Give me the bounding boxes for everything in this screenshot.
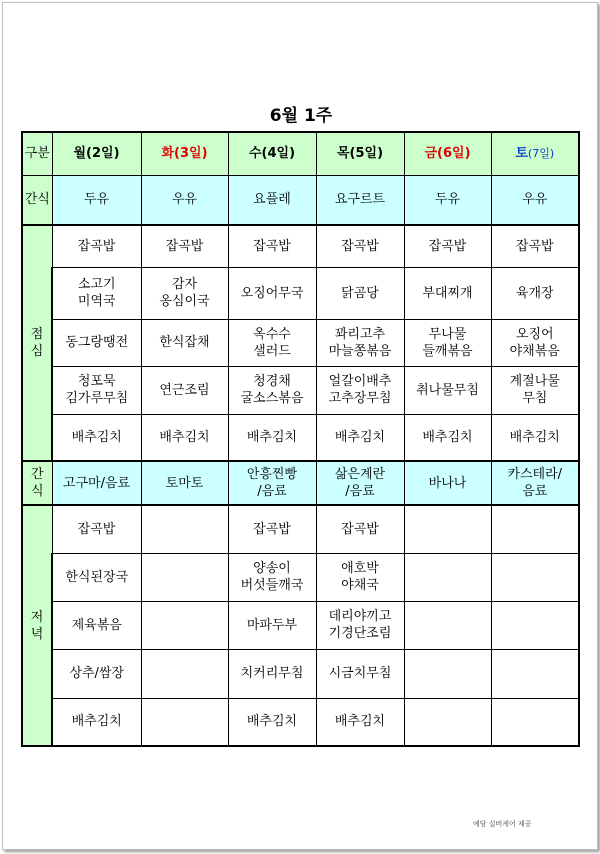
menu-item-text: 닭곰당 <box>341 285 379 301</box>
menu-item-text: 바나나 <box>428 475 467 491</box>
dinner-cell <box>228 505 316 553</box>
menu-item-text: 부대찌개 <box>422 285 473 301</box>
lunch-cell <box>228 267 316 319</box>
menu-item-text: 소고기 <box>77 277 116 292</box>
menu-item-text: 잡곡밥 <box>253 521 291 537</box>
lunch-cell <box>52 319 141 366</box>
dinner-cell <box>141 553 228 601</box>
lunch-cell <box>52 414 141 461</box>
day-date: (5일) <box>349 146 384 162</box>
dinner-cell <box>491 505 579 553</box>
lunch-cell <box>52 366 141 414</box>
dinner-cell <box>491 698 579 746</box>
afternoon-snack-item <box>228 461 316 505</box>
menu-item-text: 배추김치 <box>334 714 386 730</box>
menu-item-text: 애호박 <box>341 561 379 576</box>
menu-item-text: 동그랑땡전 <box>65 335 129 350</box>
morning-snack-item: 우유 <box>491 175 579 225</box>
dinner-cell <box>228 553 316 601</box>
menu-item-text: 기경단조림 <box>328 626 392 641</box>
dinner-cell <box>141 698 228 746</box>
afternoon-snack-item <box>316 461 404 505</box>
menu-item-text: 삶은계란 <box>334 467 386 482</box>
menu-item-text: 오징어 <box>515 326 554 342</box>
day-name: 목 <box>336 146 350 162</box>
lunch-label-char: 심 <box>30 344 44 359</box>
day-name: 수 <box>248 146 262 162</box>
footer-credit: 예담 실버케어 제공 <box>473 820 532 828</box>
lunch-cell <box>491 414 579 461</box>
afternoon-snack-item <box>141 461 228 505</box>
menu-item-text: 배추김치 <box>334 429 386 445</box>
menu-item-text: 잡곡밥 <box>77 521 116 537</box>
dinner-cell <box>52 505 141 553</box>
day-date: (2일) <box>86 146 120 162</box>
day-header-0 <box>52 132 141 175</box>
morning-snack-item: 두유 <box>52 175 141 225</box>
day-header-2 <box>228 132 316 175</box>
header-label: 구분 <box>22 132 52 175</box>
dinner-cell <box>404 649 491 698</box>
menu-item-text: 옹심이국 <box>159 294 210 309</box>
afternoon-snack-label <box>22 461 52 505</box>
dinner-cell <box>228 601 316 649</box>
lunch-cell <box>404 366 491 414</box>
menu-item-text: 옥수수 <box>253 326 291 342</box>
day-header-4 <box>404 132 491 175</box>
menu-item-text: 배추김치 <box>509 429 560 445</box>
menu-item-text: 토마토 <box>165 475 204 491</box>
menu-item-text: 연근조림 <box>159 382 210 398</box>
menu-item-text: 배추김치 <box>246 429 298 445</box>
dinner-cell <box>316 553 404 601</box>
day-date: (4일) <box>261 146 296 162</box>
menu-item-text: 마파두부 <box>246 617 298 633</box>
menu-item-text: 무침 <box>522 391 548 406</box>
menu-item-text: 잡곡밥 <box>253 238 291 254</box>
menu-item-text: 한식된장국 <box>65 569 129 585</box>
lunch-cell <box>316 366 404 414</box>
lunch-cell <box>228 414 316 461</box>
lunch-cell <box>141 366 228 414</box>
dinner-cell <box>316 698 404 746</box>
menu-item-text: 샐러드 <box>253 343 291 359</box>
afternoon-snack-item <box>491 461 579 505</box>
menu-item-text: 제육볶음 <box>71 617 122 633</box>
menu-item-text: 오징어무국 <box>240 285 304 301</box>
menu-item-text: 잡곡밥 <box>341 521 379 537</box>
lunch-cell <box>316 319 404 366</box>
dinner-cell <box>52 649 141 698</box>
menu-item-text: 야채국 <box>341 578 379 593</box>
dinner-cell <box>141 505 228 553</box>
dinner-cell <box>228 698 316 746</box>
dinner-cell <box>52 601 141 649</box>
day-header-1 <box>141 132 228 175</box>
afternoon-snack-item <box>404 461 491 505</box>
dinner-cell <box>52 553 141 601</box>
menu-item-text: 들깨볶음 <box>422 343 473 359</box>
day-date: (6일) <box>437 146 471 162</box>
dinner-cell <box>316 649 404 698</box>
menu-item-text: 감자 <box>171 277 198 292</box>
lunch-cell <box>404 267 491 319</box>
lunch-cell <box>316 267 404 319</box>
menu-item-text: 양송이 <box>253 561 291 576</box>
day-header-3 <box>316 132 404 175</box>
menu-item-text: 잡곡밥 <box>77 238 116 254</box>
page-title: 6월 1주 <box>269 106 333 126</box>
dinner-cell <box>141 601 228 649</box>
menu-item-text: 잡곡밥 <box>341 238 379 254</box>
morning-snack-label: 간식 <box>22 175 52 225</box>
dinner-cell <box>491 601 579 649</box>
lunch-cell <box>52 267 141 319</box>
menu-item-text: 상추/쌈장 <box>69 666 125 681</box>
lunch-cell <box>228 319 316 366</box>
menu-item-text: 안흥찐빵 <box>246 467 298 482</box>
morning-snack-item: 요플레 <box>228 175 316 225</box>
dinner-cell <box>491 553 579 601</box>
menu-item-text: 청경채 <box>253 374 291 389</box>
morning-snack-item: 우유 <box>141 175 228 225</box>
dinner-cell <box>316 505 404 553</box>
menu-item-text: 시금치무침 <box>328 666 392 681</box>
lunch-cell <box>491 319 579 366</box>
menu-item-text: 고구마/음료 <box>62 475 131 491</box>
dinner-cell <box>491 649 579 698</box>
dinner-cell <box>404 553 491 601</box>
menu-item-text: 치커리무침 <box>240 666 304 681</box>
menu-page <box>2 2 598 850</box>
day-name: 금 <box>424 146 438 162</box>
lunch-cell <box>141 267 228 319</box>
menu-item-text: 배추김치 <box>71 429 122 445</box>
lunch-label-char: 점 <box>30 327 44 342</box>
afternoon-snack-item <box>52 461 141 505</box>
menu-item-text: 배추김치 <box>246 714 298 730</box>
dinner-label-char: 저 <box>30 609 44 625</box>
day-header-5 <box>491 132 579 175</box>
menu-item-text: 계절나물 <box>509 374 560 389</box>
morning-snack-item: 두유 <box>404 175 491 225</box>
menu-item-text: 취나물무침 <box>416 382 479 398</box>
dinner-label-char: 녁 <box>30 626 44 642</box>
lunch-cell <box>404 414 491 461</box>
lunch-cell <box>316 414 404 461</box>
day-date: (3일) <box>174 146 208 162</box>
afternoon-snack-label-char: 식 <box>30 484 44 499</box>
lunch-label <box>22 225 52 461</box>
lunch-cell <box>491 267 579 319</box>
day-name: 화 <box>161 146 175 162</box>
menu-item-text: 굴소스볶음 <box>240 391 304 406</box>
lunch-cell <box>141 414 228 461</box>
menu-item-text: 배추김치 <box>159 429 210 445</box>
lunch-cell <box>404 319 491 366</box>
lunch-cell <box>228 225 316 267</box>
menu-item-text: 꽈리고추 <box>334 326 386 342</box>
dinner-cell <box>52 698 141 746</box>
dinner-cell <box>316 601 404 649</box>
menu-item-text: 미역국 <box>77 294 116 309</box>
dinner-cell <box>404 601 491 649</box>
afternoon-snack-label-char: 간 <box>30 467 44 482</box>
menu-item-text: 야채볶음 <box>509 343 560 359</box>
menu-item-text: 무나물 <box>428 326 467 342</box>
lunch-cell <box>491 225 579 267</box>
menu-item-text: 카스테라/ <box>507 467 563 482</box>
menu-item-text: 배추김치 <box>71 714 122 730</box>
weekly-menu-table <box>21 131 580 747</box>
menu-item-text: 얼갈이배추 <box>328 374 392 389</box>
menu-item-text: /음료 <box>257 484 287 499</box>
menu-item-text: 육개장 <box>515 285 554 301</box>
menu-item-text: 잡곡밥 <box>428 238 467 254</box>
menu-item-text: 배추김치 <box>422 429 473 445</box>
dinner-cell <box>228 649 316 698</box>
menu-item-text: 청포묵 <box>77 374 116 389</box>
dinner-cell <box>141 649 228 698</box>
menu-item-text: 버섯들깨국 <box>240 578 304 593</box>
menu-item-text: 김가루무침 <box>65 391 129 406</box>
lunch-cell <box>141 225 228 267</box>
morning-snack-item: 요구르트 <box>316 175 404 225</box>
lunch-cell <box>141 319 228 366</box>
lunch-cell <box>228 366 316 414</box>
lunch-cell <box>491 366 579 414</box>
dinner-cell <box>404 698 491 746</box>
day-name: 토 <box>515 146 528 162</box>
menu-item-text: 한식잡채 <box>159 335 210 350</box>
dinner-cell <box>404 505 491 553</box>
lunch-cell <box>404 225 491 267</box>
menu-item-text: 잡곡밥 <box>165 238 204 254</box>
menu-item-text: 마늘쫑볶음 <box>328 343 392 359</box>
dinner-label <box>22 505 52 746</box>
menu-item-text: /음료 <box>345 484 375 499</box>
lunch-cell <box>316 225 404 267</box>
day-date: (7일) <box>527 147 555 161</box>
menu-item-text: 데리야끼고 <box>328 609 392 624</box>
menu-item-text: 고추장무침 <box>328 391 392 406</box>
menu-item-text: 음료 <box>522 484 548 499</box>
lunch-cell <box>52 225 141 267</box>
day-name: 월 <box>73 146 87 162</box>
menu-item-text: 잡곡밥 <box>515 238 554 254</box>
